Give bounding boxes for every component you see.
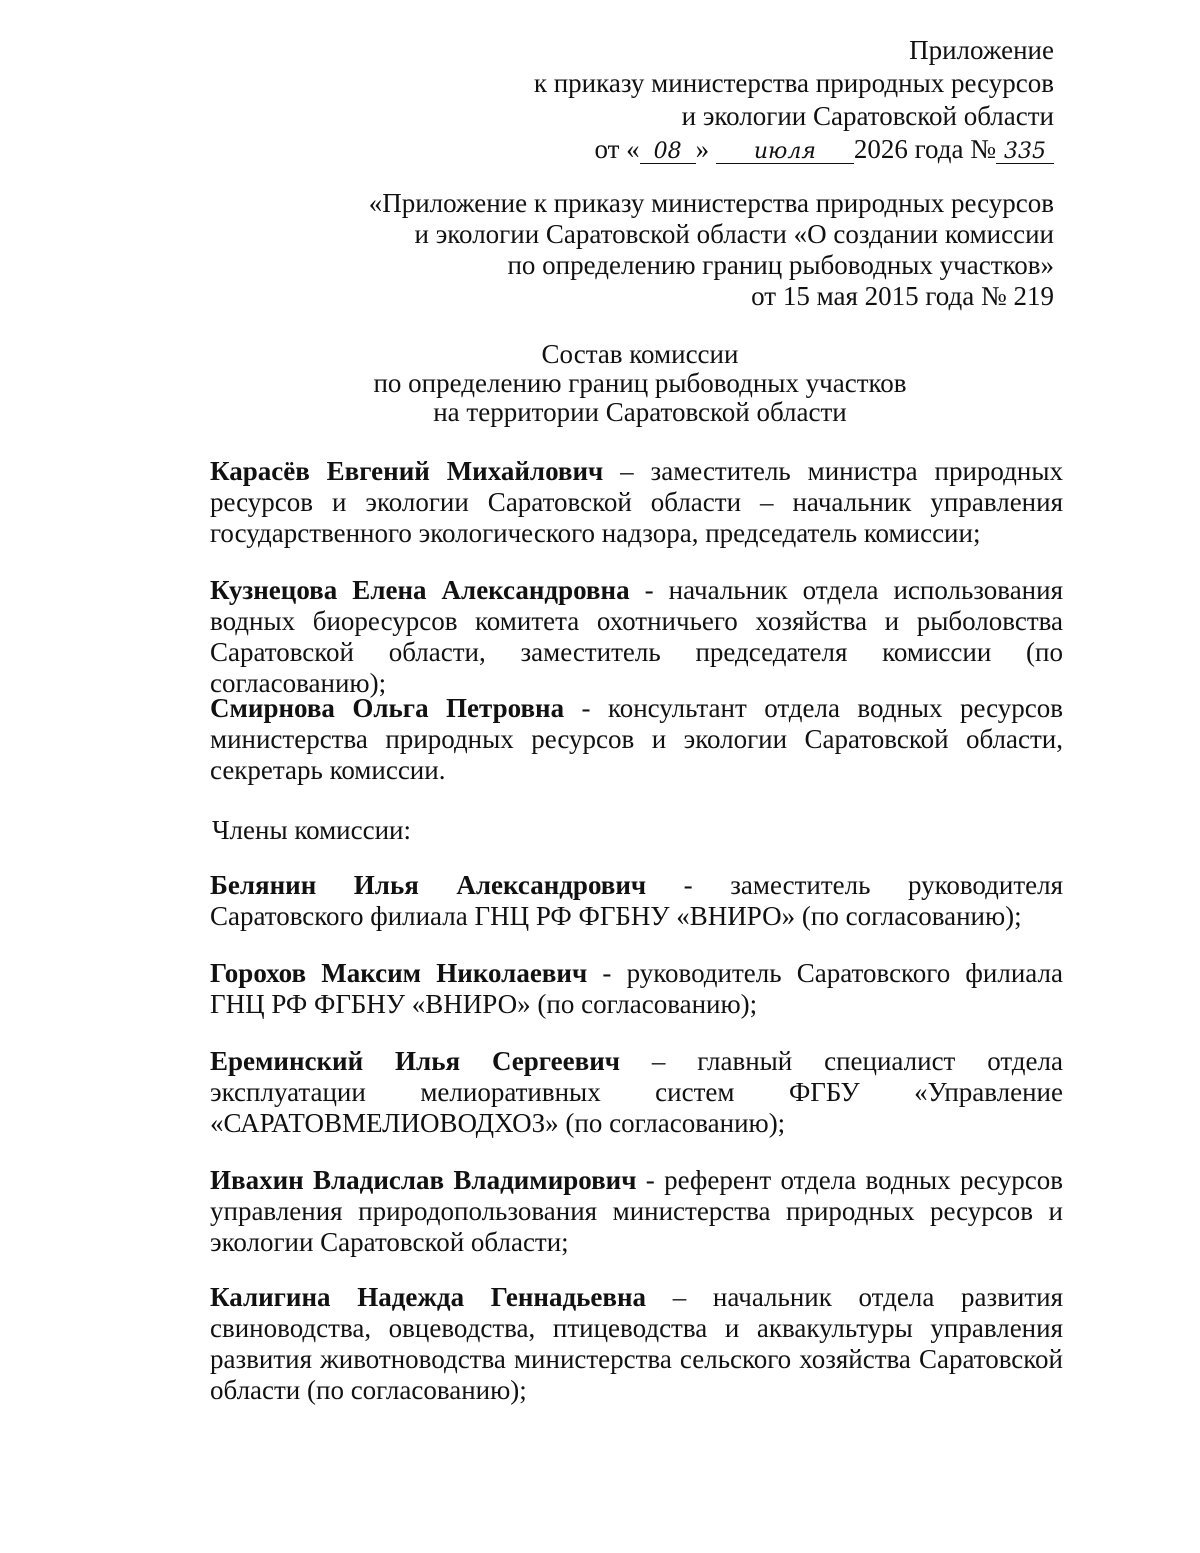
- members-heading: Члены комиссии:: [212, 815, 411, 845]
- member-role: начальник отдела использования водных биоресурсов комитета охотничьего хозяйства и рыболовства Саратовской области, заместитель председателя комиссии (по согласованию);: [210, 575, 1063, 698]
- header-line-3: и экологии Саратовской области: [681, 101, 1054, 131]
- member-entry-deputy: [210, 575, 1063, 699]
- member-role: консультант отдела водных ресурсов министерства природных ресурсов и экологии Саратовской области, секретарь комиссии.: [210, 693, 1063, 785]
- handwritten-month: июля: [716, 141, 854, 164]
- member-role: главный специалист отдела эксплуатации мелиоративных систем ФГБУ «Управление «САРАТОВМЕЛИОВОДХОЗ» (по согласованию);: [210, 1046, 1063, 1138]
- member-name: Смирнова Ольга Петровна: [210, 693, 565, 723]
- member-name: Ереминский Илья Сергеевич: [210, 1046, 621, 1076]
- member-role: заместитель министра природных ресурсов и экологии Саратовской области – начальник управления государственного экологического надзора, председатель комиссии;: [210, 456, 1063, 548]
- member-name: Карасёв Евгений Михайлович: [210, 456, 604, 486]
- date-prefix: от «: [594, 134, 640, 164]
- member-entry: [210, 958, 1063, 1020]
- dash: -: [564, 693, 608, 723]
- member-role: заместитель руководителя Саратовского филиала ГНЦ РФ ФГБНУ «ВНИРО» (по согласованию);: [210, 870, 1064, 931]
- subhead-line-4: от 15 мая 2015 года № 219: [751, 281, 1054, 311]
- dash: -: [646, 870, 731, 900]
- date-mid: »: [695, 134, 710, 164]
- referenced-order: [369, 188, 1054, 312]
- appendix-header: [534, 34, 1054, 166]
- member-role: руководитель Саратовского филиала ГНЦ РФ ФГБНУ «ВНИРО» (по согласованию);: [210, 958, 1063, 1019]
- year-text: 2026 года №: [853, 134, 996, 164]
- member-entry: [210, 1282, 1063, 1406]
- handwritten-day: 08: [640, 141, 696, 164]
- subhead-line-3: по определению границ рыбоводных участков»: [507, 250, 1054, 280]
- member-name: Ивахин Владислав Владимирович: [210, 1165, 637, 1195]
- member-name: Горохов Максим Николаевич: [210, 958, 588, 988]
- title-line-2: по определению границ рыбоводных участков: [373, 368, 907, 398]
- member-role: начальник отдела развития свиноводства, овцеводства, птицеводства и аквакультуры управления развития животноводства министерства сельского хозяйства Саратовской области (по согласованию);: [210, 1282, 1063, 1405]
- member-entry: [210, 1165, 1063, 1258]
- title-line-3: на территории Саратовской области: [433, 397, 847, 427]
- member-name: Белянин Илья Александрович: [210, 870, 647, 900]
- document-title: [0, 340, 1200, 427]
- header-line-2: к приказу министерства природных ресурсов: [533, 68, 1054, 98]
- member-entry-chairman: [210, 456, 1063, 549]
- title-line-1: Состав комиссии: [541, 339, 739, 369]
- member-entry-secretary: [210, 693, 1063, 786]
- member-entry: [210, 870, 1063, 932]
- dash: -: [629, 575, 669, 605]
- header-date-line: [534, 133, 1054, 166]
- subhead-line-2: и экологии Саратовской области «О создании комиссии: [414, 219, 1054, 249]
- dash: -: [587, 958, 627, 988]
- member-name: Кузнецова Елена Александровна: [210, 575, 630, 605]
- member-role: референт отдела водных ресурсов управления природопользования министерства природных ресурсов и экологии Саратовской области;: [210, 1165, 1064, 1257]
- dash: –: [646, 1282, 713, 1312]
- member-entry: [210, 1046, 1063, 1139]
- member-name: Калигина Надежда Геннадьевна: [210, 1282, 647, 1312]
- dash: –: [620, 1046, 698, 1076]
- dash: -: [636, 1165, 665, 1195]
- header-line-1: Приложение: [909, 35, 1054, 65]
- handwritten-number: 335: [996, 141, 1054, 164]
- dash: –: [603, 456, 651, 486]
- subhead-line-1: «Приложение к приказу министерства природных ресурсов: [368, 188, 1054, 218]
